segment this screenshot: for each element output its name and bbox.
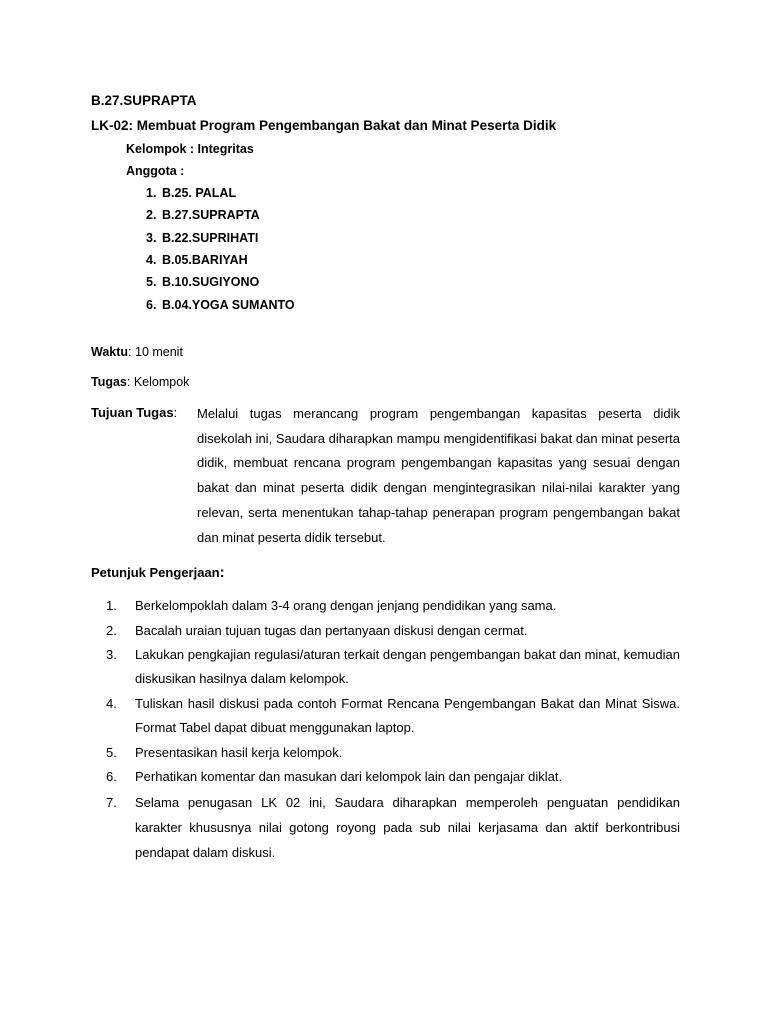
step-text: Bacalah uraian tujuan tugas dan pertanyaan diskusi dengan cermat. [135,623,528,638]
waktu-value: : 10 menit [128,345,183,359]
member-item [146,231,258,245]
member-name: B.04.YOGA SUMANTO [162,298,295,312]
step-text: Berkelompoklah dalam 3-4 orang dengan jenjang pendidikan yang sama. [135,598,557,613]
petunjuk-heading [91,564,225,581]
member-item [146,275,259,289]
member-name: B.25. PALAL [162,186,237,200]
member-name: B.27.SUPRAPTA [162,208,260,222]
member-name: B.10.SUGIYONO [162,275,260,289]
member-number: 2. [146,208,157,222]
step-text: Selama penugasan LK 02 ini, Saudara diharapkan memperoleh penguatan pendidikan karakter khususnya nilai gotong royong pada sub nilai kerjasama dan aktif berkontribusi pendapat dalam diskusi. [135,795,680,860]
member-number: 4. [146,253,157,267]
member-number: 6. [146,298,157,312]
step-text: Tuliskan hasil diskusi pada contoh Format Rencana Pengembangan Bakat dan Minat Siswa. Format Tabel dapat dibuat menggunakan laptop. [135,696,680,735]
instruction-step [106,594,680,618]
tujuan-label-line [91,405,177,420]
instruction-step [106,790,680,865]
members-label: Anggota : [126,164,185,178]
member-item [146,186,236,200]
step-number: 4. [106,696,117,711]
tujuan-text: Melalui tugas merancang program pengembangan kapasitas peserta didik disekolah ini, Saudara diharapkan mampu mengidentifikasi bakat dan minat peserta didik, membuat rencana program pengembangan kapasitas yang sesuai dengan bakat dan minat peserta didik dengan mengintegrasikan nilai-nilai karakter yang relevan, serta menentukan tahap-tahap penerapan program pengembangan bakat dan minat peserta didik tersebut. [197,406,680,545]
instruction-step [106,692,680,739]
member-item [146,253,248,267]
member-item [146,298,295,312]
tugas-label: Tugas [91,375,127,389]
step-text: Lakukan pengkajian regulasi/aturan terkait dengan pengembangan bakat dan minat, kemudian diskusikan hasilnya dalam kelompok. [135,647,680,686]
member-number: 3. [146,231,157,245]
step-number: 6. [106,769,117,784]
member-number: 1. [146,186,157,200]
waktu-label: Waktu [91,345,129,359]
instruction-step [106,643,680,690]
waktu-line [91,345,183,359]
tugas-value: : Kelompok [126,375,190,389]
step-number: 5. [106,745,117,760]
member-name: B.05.BARIYAH [162,253,248,267]
instruction-step [106,765,680,789]
group-name: Kelompok : Integritas [126,142,254,156]
instruction-step [106,741,680,765]
step-number: 3. [106,647,117,662]
step-number: 7. [106,795,117,810]
tujuan-separator: : [173,405,178,420]
document-title: LK-02: Membuat Program Pengembangan Bakat dan Minat Peserta Didik [91,118,557,133]
step-text: Presentasikan hasil kerja kelompok. [135,745,343,760]
petunjuk-heading-colon: : [219,564,225,581]
instruction-step [106,619,680,643]
tugas-line [91,375,189,389]
member-name: B.22.SUPRIHATI [162,231,259,245]
step-number: 1. [106,598,117,613]
step-number: 2. [106,623,117,638]
member-number: 5. [146,275,157,289]
petunjuk-heading-text: Petunjuk Pengerjaan [91,565,220,580]
member-item [146,208,260,222]
tujuan-label: Tujuan Tugas [91,405,174,420]
author-code: B.27.SUPRAPTA [91,93,197,108]
step-text: Perhatikan komentar dan masukan dari kelompok lain dan pengajar diklat. [135,769,563,784]
